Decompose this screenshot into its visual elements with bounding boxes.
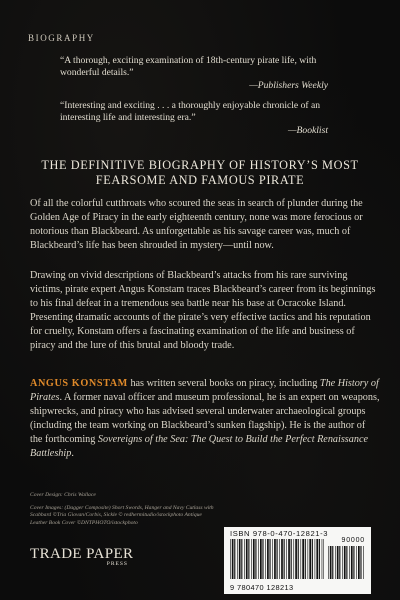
barcode-bars — [230, 539, 324, 579]
category-label: BIOGRAPHY — [28, 33, 95, 43]
quote-text: “Interesting and exciting . . . a thoroughly enjoyable chronicle of an interesting life and interesting era.” — [60, 100, 321, 124]
description-paragraph-1: Of all the colorful cutthroats who scoured the seas in search of plunder during the Golden Age of Piracy in the early eighteenth century, none was more ferocious or notorious than Blackbeard. As unforgettable as his savage career was, much of Blackbeard’s life has been shrouded in mystery—until now. — [30, 198, 363, 252]
book-tagline: THE DEFINITIVE BIOGRAPHY OF HISTORY’S MOST FEARSOME AND FAMOUS PIRATE — [41, 158, 359, 187]
barcode — [224, 527, 371, 594]
price-code: 90000 — [341, 537, 365, 544]
review-quote — [60, 100, 350, 137]
book-title: The History of Pirates — [30, 378, 379, 404]
description-paragraph-2: Drawing on vivid descriptions of Blackbeard’s attacks from his rare surviving victims, pirate expert Angus Konstam traces Blackbeard’s career from its beginnings to his final defeat in a tremendous sea battle near his base at Ocracoke Island. Presenting dramatic accounts of the pirate’s very effective tactics and his reputation for cruelty, Konstam offers a fascinating examination of the life and business of piracy and the lure of this brutal and bloody trade. — [30, 270, 376, 352]
publisher-logo — [30, 546, 150, 567]
isbn-label: ISBN 978-0-470-12821-3 — [230, 529, 329, 538]
author-bio-text: has written several books on piracy, including — [127, 378, 320, 389]
publisher-name: TRADE PAPER — [30, 546, 134, 562]
barcode-number: 9 780470 128213 — [230, 583, 294, 592]
book-title: Sovereigns of the Sea: The Quest to Build the Perfect Renaissance Battleship — [30, 434, 368, 460]
author-name: ANGUS KONSTAM — [30, 378, 128, 389]
author-bio — [30, 377, 380, 462]
publisher-sub: PRESS — [106, 561, 128, 567]
author-bio-text: . — [71, 448, 74, 460]
quote-source: —Publishers Weekly — [249, 79, 328, 91]
author-bio-text: . A former naval officer and museum professional, he is an expert on weapons, shipwrecks, and piracy who has advised several underwater archaeological groups (including the team working on Blackbeard’s sunken flagship). He is the author of the forthcoming — [30, 392, 380, 446]
cover-design-credit: Cover Design: Chris Wallace — [30, 492, 96, 498]
quote-source: —Booklist — [288, 124, 328, 136]
price-barcode-bars — [328, 546, 365, 579]
quote-text: “A thorough, exciting examination of 18th-century pirate life, with wonderful details.” — [60, 55, 317, 79]
review-quote — [60, 55, 350, 92]
cover-images-credit: Cover Images: (Dagger Composite) Short Swords, Hanger and Navy Cutlass with Scabbard ©Tria Giovan/Corbis, Sickle © redhermitudio/istockphoto Antique Leather Book Cover ©DNTPHOTO/istockphoto — [30, 505, 214, 526]
